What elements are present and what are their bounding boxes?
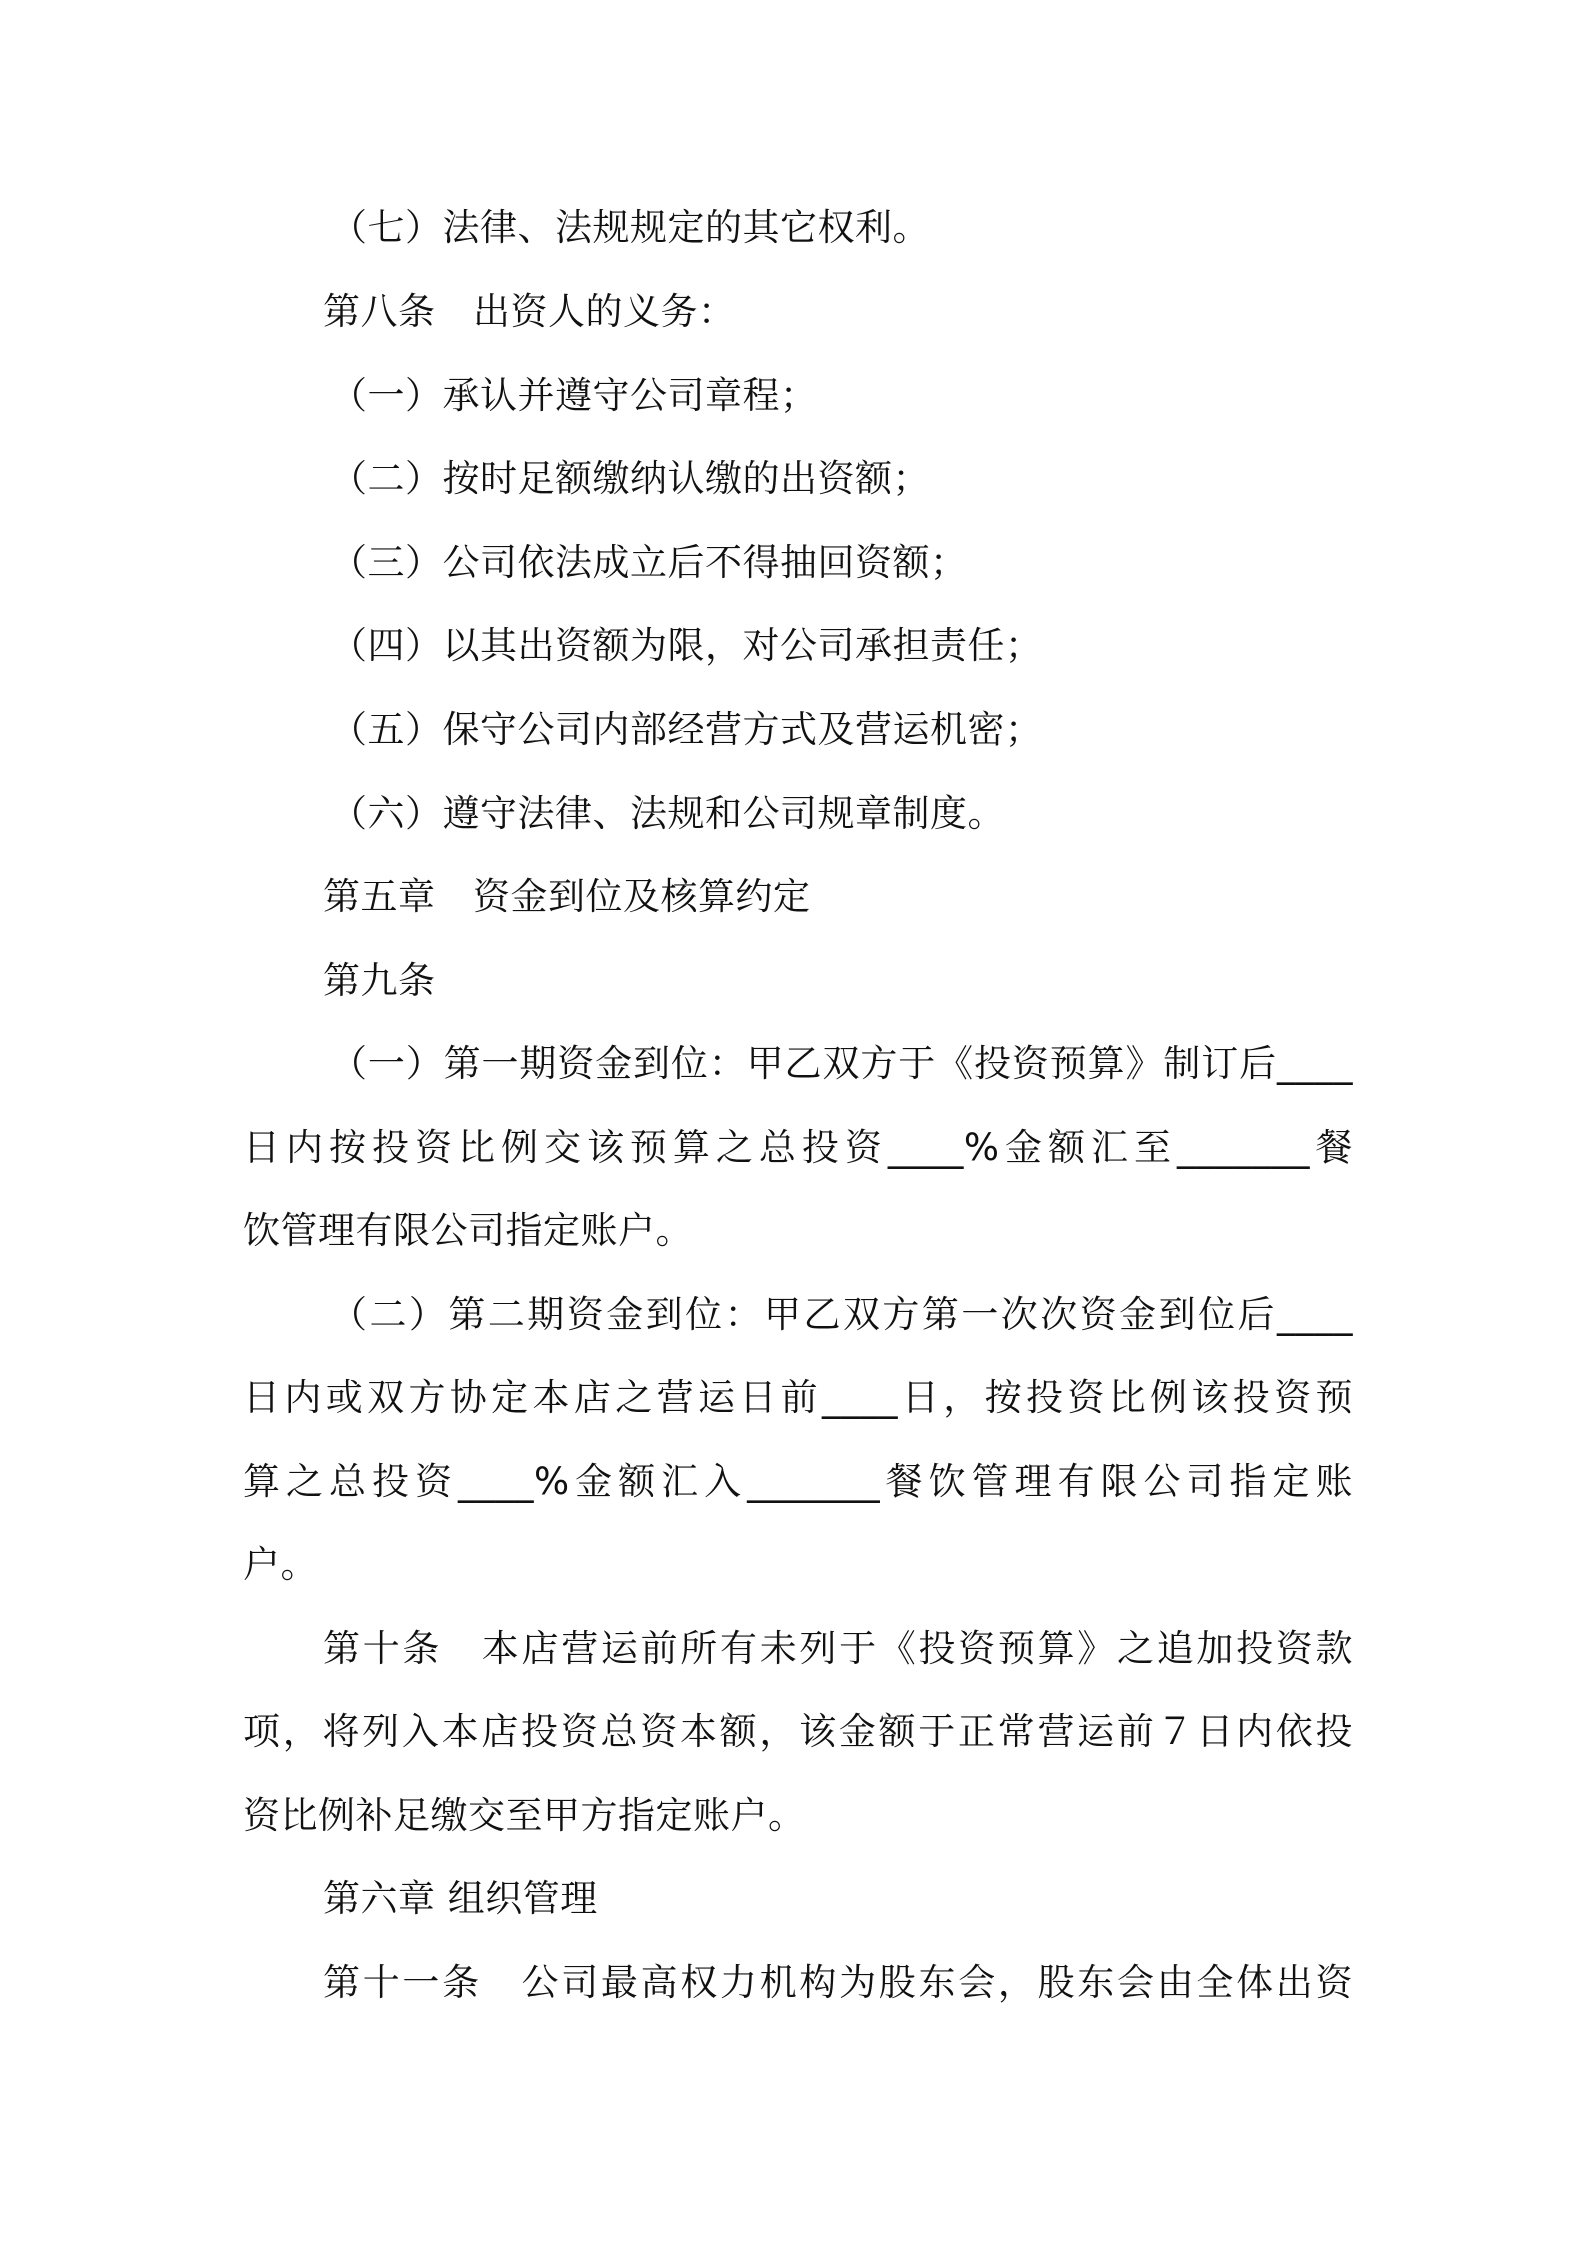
- article-heading: 第九条: [323, 959, 436, 1002]
- article-heading: 第十条 本店营运前所有未列于《投资预算》之追加投资款: [323, 1627, 1353, 1670]
- text-line: （一）第一期资金到位：甲乙双方于《投资预算》制订后____: [330, 1042, 1353, 1085]
- text-line: 日内或双方协定本店之营运日前____日，按投资比例该投资预: [243, 1376, 1353, 1419]
- text-line: 日内按投资比例交该预算之总投资____%金额汇至_______餐: [243, 1126, 1353, 1169]
- text-line: （五）保守公司内部经营方式及营运机密；: [330, 708, 1043, 751]
- article-heading: 第十一条 公司最高权力机构为股东会，股东会由全体出资: [323, 1961, 1353, 2004]
- text-line: 饮管理有限公司指定账户。: [243, 1209, 693, 1252]
- chapter-heading: 第五章 资金到位及核算约定: [323, 875, 811, 918]
- article-heading: 第八条 出资人的义务：: [323, 290, 736, 333]
- text-line: 项，将列入本店投资总资本额，该金额于正常营运前７日内依投: [243, 1710, 1353, 1753]
- text-line: 资比例补足缴交至甲方指定账户。: [243, 1794, 806, 1837]
- text-line: （二）按时足额缴纳认缴的出资额；: [330, 457, 930, 500]
- chapter-heading: 第六章 组织管理: [323, 1877, 598, 1920]
- text-line: （六）遵守法律、法规和公司规章制度。: [330, 792, 1005, 835]
- text-line: （一）承认并遵守公司章程；: [330, 374, 818, 417]
- text-line: （三）公司依法成立后不得抽回资额；: [330, 541, 968, 584]
- text-line: （七）法律、法规规定的其它权利。: [330, 206, 930, 249]
- text-line: 户。: [243, 1543, 318, 1586]
- text-line: （二）第二期资金到位：甲乙双方第一次次资金到位后____: [330, 1293, 1353, 1336]
- text-line: 算之总投资____%金额汇入_______餐饮管理有限公司指定账: [243, 1460, 1353, 1503]
- text-line: （四）以其出资额为限，对公司承担责任；: [330, 624, 1043, 667]
